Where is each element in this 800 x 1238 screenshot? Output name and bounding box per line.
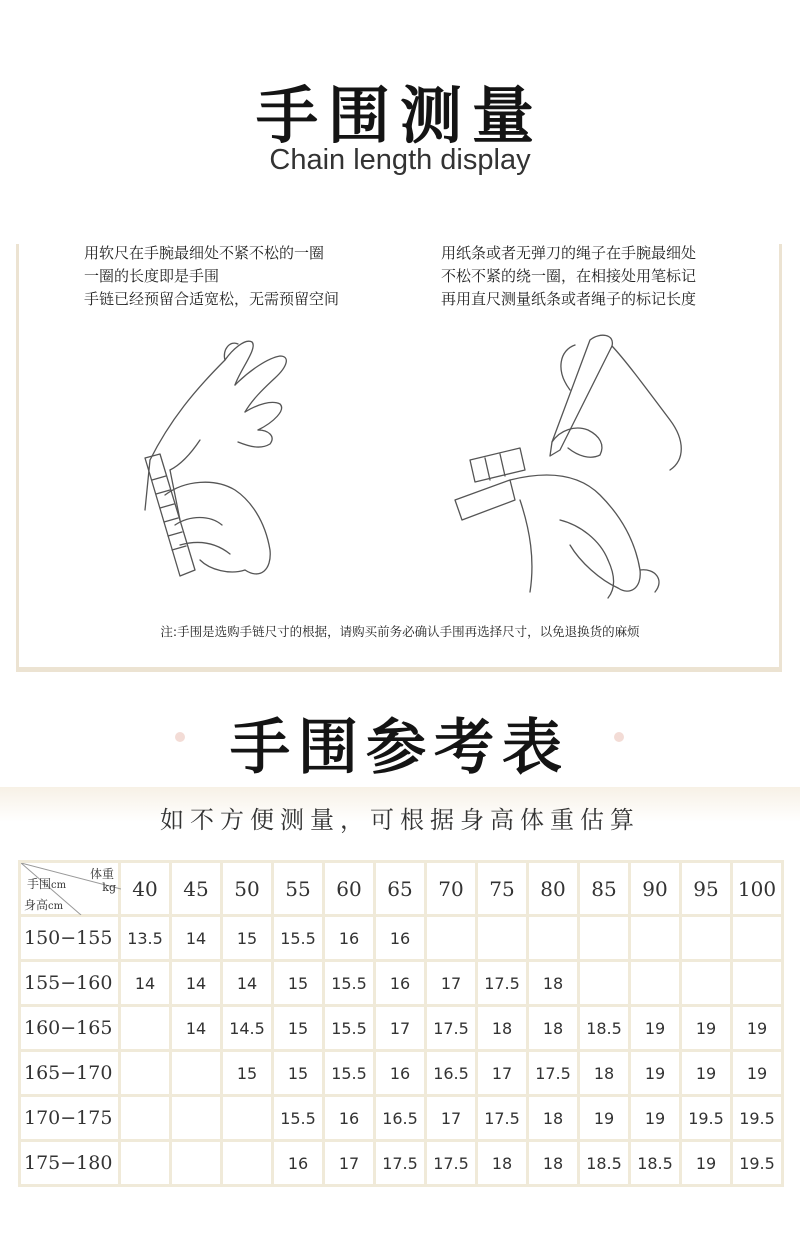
wrist-paper-strip-illustration [440, 330, 700, 610]
corner-wrist-label: 手围cm [27, 877, 67, 891]
wrist-size-cell: 16.5 [426, 1051, 477, 1096]
weight-header: 65 [375, 862, 426, 916]
wrist-size-cell [528, 916, 579, 961]
height-range-cell: 155−160 [20, 961, 120, 1006]
wrist-size-cell: 18 [528, 961, 579, 1006]
table-row [20, 1006, 783, 1051]
wrist-size-cell: 17.5 [375, 1141, 426, 1186]
wrist-size-cell: 17.5 [528, 1051, 579, 1096]
instruction-line: 一圈的长度即是手围 [84, 267, 220, 285]
table-row [20, 1096, 783, 1141]
table-row [20, 1051, 783, 1096]
wrist-size-cell: 19.5 [681, 1096, 732, 1141]
wrist-size-cell: 16 [324, 1096, 375, 1141]
instruction-line: 用软尺在手腕最细处不紧不松的一圈 [84, 244, 325, 262]
reference-table-title: 手围参考表 [230, 713, 570, 783]
wrist-size-cell: 18.5 [579, 1141, 630, 1186]
reference-table-subtitle: 如不方便测量，可根据身高体重估算 [160, 806, 640, 834]
height-range-cell: 170−175 [20, 1096, 120, 1141]
wrist-size-cell: 18 [477, 1141, 528, 1186]
wrist-size-cell: 16 [375, 1051, 426, 1096]
wrist-size-cell: 18.5 [630, 1141, 681, 1186]
wrist-size-cell: 19 [681, 1051, 732, 1096]
wrist-tape-measure-illustration [140, 330, 320, 600]
wrist-size-cell: 15.5 [324, 961, 375, 1006]
wrist-size-cell: 17 [426, 961, 477, 1006]
wrist-size-cell: 18 [528, 1141, 579, 1186]
wrist-size-cell [222, 1096, 273, 1141]
table-row [20, 961, 783, 1006]
weight-header: 85 [579, 862, 630, 916]
wrist-size-cell [681, 961, 732, 1006]
wrist-size-cell: 19.5 [732, 1096, 783, 1141]
wrist-size-cell: 15 [222, 916, 273, 961]
soft-ruler-instructions [84, 242, 339, 311]
weight-header: 75 [477, 862, 528, 916]
wrist-size-cell: 19 [630, 1051, 681, 1096]
wrist-size-cell: 19 [732, 1006, 783, 1051]
wrist-size-cell: 14 [171, 916, 222, 961]
corner-weight-unit: kg [102, 881, 116, 894]
wrist-size-cell: 16 [375, 916, 426, 961]
wrist-size-cell: 15.5 [324, 1051, 375, 1096]
wrist-size-cell [579, 961, 630, 1006]
weight-header: 40 [120, 862, 171, 916]
wrist-size-cell: 17.5 [426, 1006, 477, 1051]
wrist-size-cell: 18 [528, 1096, 579, 1141]
paper-strip-instructions [441, 242, 696, 311]
wrist-size-cell: 15.5 [273, 916, 324, 961]
instruction-line: 用纸条或者无弹刀的绳子在手腕最细处 [441, 244, 697, 262]
wrist-size-cell [477, 916, 528, 961]
wrist-size-cell: 14.5 [222, 1006, 273, 1051]
wrist-size-cell [732, 916, 783, 961]
wrist-size-cell [630, 916, 681, 961]
weight-header: 100 [732, 862, 783, 916]
instruction-line: 再用直尺测量纸条或者绳子的标记长度 [441, 290, 697, 308]
weight-header: 70 [426, 862, 477, 916]
wrist-size-cell: 17.5 [426, 1141, 477, 1186]
height-range-cell: 150−155 [20, 916, 120, 961]
wrist-size-cell [171, 1096, 222, 1141]
wrist-size-cell: 19 [732, 1051, 783, 1096]
wrist-size-cell: 15 [273, 1051, 324, 1096]
height-range-cell: 160−165 [20, 1006, 120, 1051]
wrist-size-cell: 16 [324, 916, 375, 961]
wrist-size-cell: 14 [171, 961, 222, 1006]
weight-header: 60 [324, 862, 375, 916]
wrist-size-cell [681, 916, 732, 961]
wrist-size-cell: 15 [273, 961, 324, 1006]
height-range-cell: 165−170 [20, 1051, 120, 1096]
weight-header: 80 [528, 862, 579, 916]
wrist-size-cell [171, 1141, 222, 1186]
wrist-size-cell: 17.5 [477, 1096, 528, 1141]
wrist-size-cell: 17 [375, 1006, 426, 1051]
wrist-size-cell: 19.5 [732, 1141, 783, 1186]
wrist-size-cell [120, 1141, 171, 1186]
wrist-size-cell: 16 [375, 961, 426, 1006]
wrist-size-cell [426, 916, 477, 961]
wrist-size-cell [171, 1051, 222, 1096]
wrist-size-cell: 19 [630, 1006, 681, 1051]
wrist-size-cell: 19 [681, 1141, 732, 1186]
wrist-size-cell [120, 1096, 171, 1141]
wrist-size-cell: 18 [528, 1006, 579, 1051]
instruction-line: 手链已经预留合适宽松，无需预留空间 [84, 290, 340, 308]
wrist-size-cell: 14 [222, 961, 273, 1006]
table-corner-cell [20, 862, 120, 916]
wrist-size-cell: 18 [477, 1006, 528, 1051]
table-row [20, 1141, 783, 1186]
wrist-size-cell: 17 [426, 1096, 477, 1141]
wrist-size-cell: 14 [171, 1006, 222, 1051]
purchase-note: 注:手围是选购手链尺寸的根据，请购买前务必确认手围再选择尺寸，以免退换货的麻烦 [160, 624, 640, 639]
wrist-size-cell: 17 [477, 1051, 528, 1096]
wrist-size-cell: 18 [579, 1051, 630, 1096]
weight-header: 95 [681, 862, 732, 916]
page-subtitle: Chain length display [269, 144, 531, 176]
wrist-size-cell: 19 [681, 1006, 732, 1051]
wrist-size-cell: 15.5 [273, 1096, 324, 1141]
weight-header: 90 [630, 862, 681, 916]
wrist-size-cell: 13.5 [120, 916, 171, 961]
wrist-size-cell: 19 [579, 1096, 630, 1141]
table-header-row [20, 862, 783, 916]
corner-height-label: 身高cm [24, 898, 64, 912]
wrist-size-cell: 17.5 [477, 961, 528, 1006]
corner-weight-label: 体重 [89, 867, 114, 881]
wrist-size-reference-table [18, 860, 784, 1187]
wrist-size-cell: 18.5 [579, 1006, 630, 1051]
table-row [20, 916, 783, 961]
wrist-size-cell: 15 [273, 1006, 324, 1051]
instruction-line: 不松不紧的绕一圈，在相接处用笔标记 [441, 267, 697, 285]
wrist-size-cell: 16 [273, 1141, 324, 1186]
wrist-size-cell: 15.5 [324, 1006, 375, 1051]
wrist-size-cell: 19 [630, 1096, 681, 1141]
weight-header: 55 [273, 862, 324, 916]
wrist-size-cell: 15 [222, 1051, 273, 1096]
wrist-size-cell [732, 961, 783, 1006]
wrist-size-cell: 14 [120, 961, 171, 1006]
wrist-size-cell: 17 [324, 1141, 375, 1186]
wrist-size-cell [120, 1006, 171, 1051]
page-title: 手围测量 [255, 79, 544, 152]
weight-header: 50 [222, 862, 273, 916]
height-range-cell: 175−180 [20, 1141, 120, 1186]
wrist-size-cell [120, 1051, 171, 1096]
weight-header: 45 [171, 862, 222, 916]
wrist-size-cell [579, 916, 630, 961]
wrist-size-cell: 16.5 [375, 1096, 426, 1141]
wrist-size-cell [630, 961, 681, 1006]
wrist-size-cell [222, 1141, 273, 1186]
